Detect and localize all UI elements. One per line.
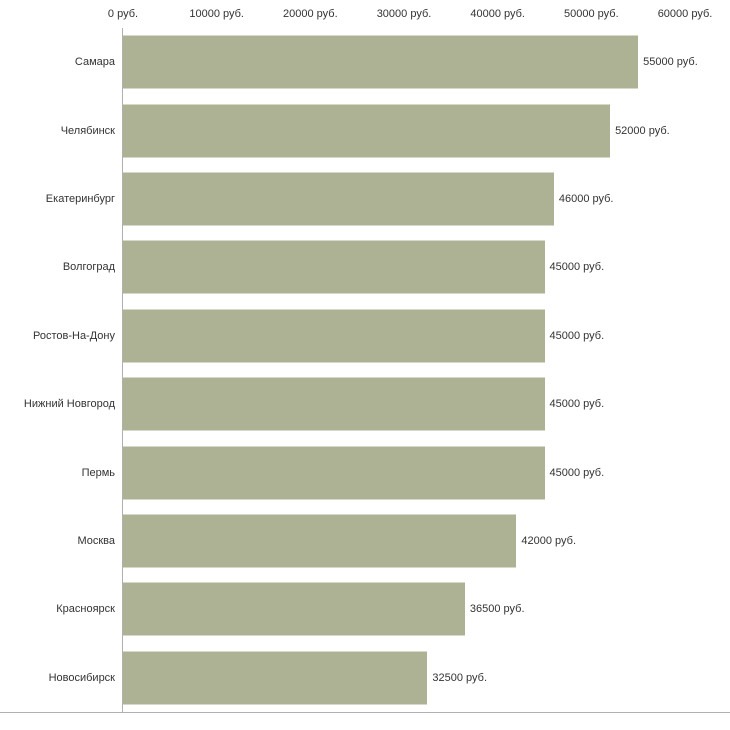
category-label: Москва xyxy=(77,534,115,547)
bar-value-label: 42000 руб. xyxy=(521,534,577,547)
x-tick-label: 10000 руб. xyxy=(189,8,244,20)
bar-row xyxy=(0,575,730,643)
bar-value-label: 32500 руб. xyxy=(432,671,488,684)
category-label: Нижний Новгород xyxy=(23,398,115,411)
bar-value-label: 55000 руб. xyxy=(643,56,698,69)
bar xyxy=(123,36,638,89)
bar-row xyxy=(0,165,730,233)
bar xyxy=(123,514,516,567)
bar-value-label: 46000 руб. xyxy=(558,192,614,205)
bar-value-label: 45000 руб. xyxy=(549,261,605,274)
category-label: Самара xyxy=(74,56,115,69)
x-axis-line xyxy=(0,712,730,713)
bar-row xyxy=(0,370,730,438)
x-tick-label: 30000 руб. xyxy=(376,8,432,20)
category-label: Новосибирск xyxy=(48,671,115,684)
category-label: Челябинск xyxy=(60,124,115,137)
bar-value-label: 45000 руб. xyxy=(549,398,605,411)
bar xyxy=(123,651,427,704)
x-tick-label: 0 руб. xyxy=(107,8,139,20)
bar-value-label: 36500 руб. xyxy=(469,603,525,616)
bar-row xyxy=(0,28,730,96)
bar-row xyxy=(0,644,730,712)
bar-value-label: 45000 руб. xyxy=(549,466,605,479)
bar xyxy=(123,309,545,362)
bar-row xyxy=(0,96,730,164)
x-tick-label: 50000 руб. xyxy=(564,8,619,20)
x-tick-label: 40000 руб. xyxy=(470,8,525,20)
bar xyxy=(123,378,545,431)
bar xyxy=(123,104,610,157)
bar-row xyxy=(0,233,730,301)
category-label: Екатеринбург xyxy=(45,192,115,205)
bar-row xyxy=(0,507,730,575)
x-tick-label: 20000 руб. xyxy=(283,8,338,20)
bar-value-label: 45000 руб. xyxy=(549,329,605,342)
category-label: Пермь xyxy=(81,466,115,479)
bar xyxy=(123,583,465,636)
category-label: Красноярск xyxy=(56,603,115,616)
bar-row xyxy=(0,302,730,370)
bar xyxy=(123,446,545,499)
bar-value-label: 52000 руб. xyxy=(615,124,670,137)
bar-row xyxy=(0,438,730,506)
bar xyxy=(123,172,554,225)
category-label: Ростов-На-Дону xyxy=(32,329,115,342)
category-label: Волгоград xyxy=(62,261,115,274)
bar xyxy=(123,241,545,294)
x-tick-label: 60000 руб. xyxy=(657,8,713,20)
